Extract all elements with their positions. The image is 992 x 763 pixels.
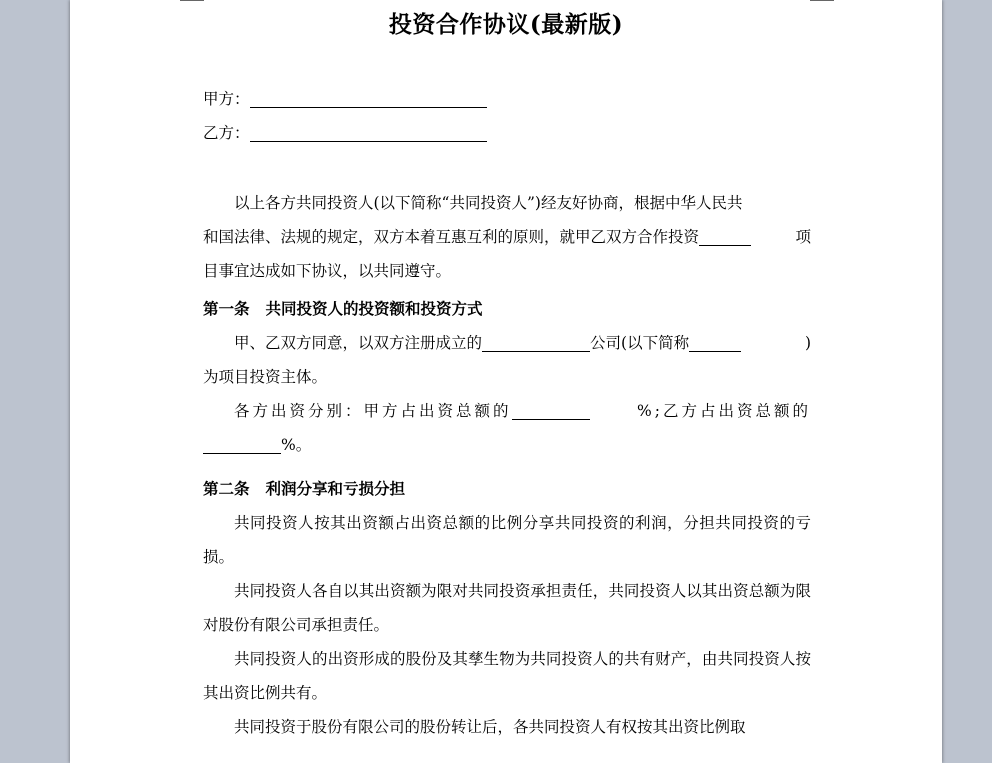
document-title: 投资合作协议(最新版): [388, 11, 624, 38]
preamble-line-1: 以上各方共同投资人(以下简称“共同投资人”)经友好协商，根据中华人民共: [234, 194, 743, 212]
article-1-para-2-line-1: [203, 394, 811, 428]
party-b-line: [203, 116, 811, 150]
party-a-share-blank: [512, 401, 590, 420]
party-b-label: 乙方：: [203, 124, 250, 142]
preamble-line-3: 目事宜达成如下协议，以共同遵守。: [203, 262, 452, 280]
article-1-para-1-line-1: [203, 326, 811, 360]
party-a-blank: [250, 89, 487, 108]
preamble-line-2-text: 和国法律、法规的规定，双方本着互惠互利的原则，就甲乙双方合作投资: [203, 228, 700, 246]
article-1-para-1-text-b: 公司(以下简称: [590, 334, 690, 352]
party-b-blank: [250, 123, 487, 142]
article-1-para-2-line-2: [203, 428, 811, 462]
project-blank: [699, 227, 751, 246]
article-2-number: 第二条: [203, 479, 250, 498]
article-1-para-2-text-b: %;乙方占出资总额的: [637, 402, 811, 420]
article-1-number: 第一条: [203, 299, 250, 318]
article-2-heading: [203, 472, 811, 506]
article-1-para-1-line-2: 为项目投资主体。: [203, 368, 328, 386]
party-a-line: [203, 82, 811, 116]
article-1-para-2-suffix: %。: [281, 436, 312, 454]
preamble-paragraph: [203, 186, 811, 288]
preamble-line-2-end: 项: [795, 228, 811, 246]
article-2-para-4: 共同投资于股份有限公司的股份转让后，各共同投资人有权按其出资比例取: [234, 718, 746, 736]
article-2-title: 利润分享和亏损分担: [265, 479, 406, 498]
article-1-para-1-text-c: ): [804, 334, 811, 352]
article-2-para-3: 共同投资人的出资形成的股份及其孳生物为共同投资人的共有财产，由共同投资人按其出资比例共有。: [203, 650, 811, 702]
article-1-title: 共同投资人的投资额和投资方式: [265, 299, 483, 318]
party-a-label: 甲方：: [203, 90, 250, 108]
article-1-heading: [203, 292, 811, 326]
short-name-blank: [689, 333, 741, 352]
article-2-para-2: 共同投资人各自以其出资额为限对共同投资承担责任，共同投资人以其出资总额为限对股份有限公司承担责任。: [203, 582, 811, 634]
company-name-blank: [482, 333, 590, 352]
preamble-line-2: [203, 220, 811, 254]
document-body: [203, 82, 811, 744]
section-spacer: [203, 150, 811, 186]
document-page: [70, 0, 942, 763]
party-b-share-blank: [203, 435, 281, 454]
crop-mark-left: [180, 0, 204, 1]
crop-mark-right: [810, 0, 834, 1]
article-2-para-1: 共同投资人按其出资额占出资总额的比例分享共同投资的利润，分担共同投资的亏损。: [203, 514, 811, 566]
article-1-para-1-text-a: 甲、乙双方同意，以双方注册成立的: [234, 334, 483, 352]
article-1-para-2-text-a: 各方出资分别：甲方占出资总额的: [234, 402, 512, 420]
